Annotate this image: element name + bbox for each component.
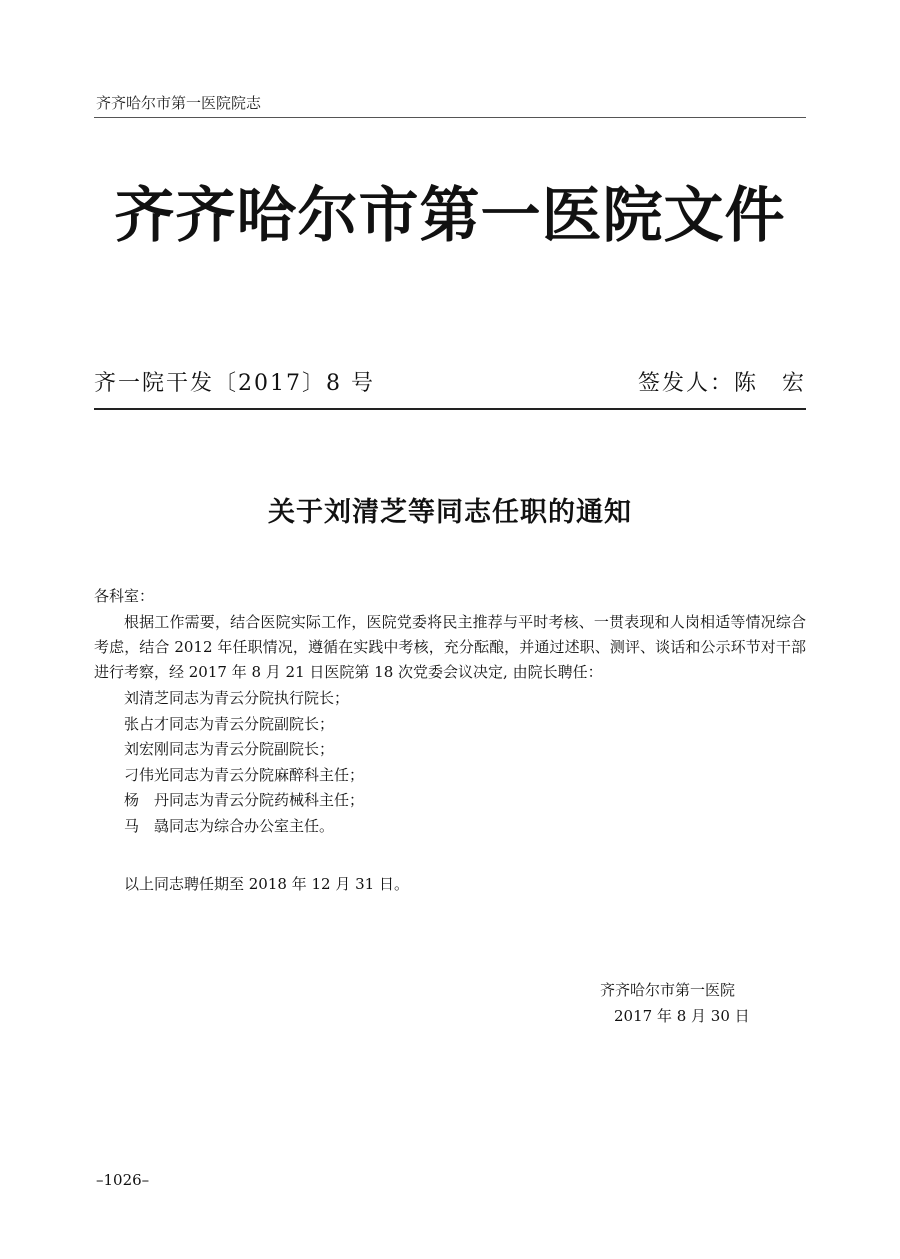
title-separator-rule bbox=[94, 408, 806, 410]
page-number: –1026– bbox=[96, 1171, 150, 1189]
running-header: 齐齐哈尔市第一医院院志 bbox=[96, 94, 262, 112]
document-number: 齐一院干发〔2017〕8 号 bbox=[94, 371, 375, 396]
appointment-item: 刘宏刚同志为青云分院副院长； bbox=[124, 740, 335, 758]
issue-date: 2017 年 8 月 30 日 bbox=[614, 1007, 750, 1025]
appointment-list bbox=[124, 686, 364, 839]
appointment-item: 张占才同志为青云分院副院长； bbox=[124, 714, 335, 733]
document-title: 齐齐哈尔市第一医院文件 bbox=[114, 181, 786, 251]
body-paragraph: 根据工作需要，结合医院实际工作，医院党委将民主推荐与平时考核、一贯表现和人岗相适等情况综合考虑，结合 2012 年任职情况，遵循在实践中考核，充分酝酿，并通过述职、测评、谈话和公示环节对干部进行考察，经 2017 年 8 月 21 日医院第 18 次党委会议决定, 由院长聘任： bbox=[94, 613, 806, 681]
issuer: 齐齐哈尔市第一医院 bbox=[600, 981, 736, 999]
salutation: 各科室： bbox=[94, 587, 155, 605]
signer: 签发人：陈 宏 bbox=[637, 371, 806, 396]
header-rule bbox=[94, 117, 806, 118]
appointment-item: 马 骉同志为综合办公室主任。 bbox=[124, 816, 335, 835]
term-statement: 以上同志聘任期至 2018 年 12 月 31 日。 bbox=[124, 875, 409, 893]
appointment-item: 刁伟光同志为青云分院麻醉科主任； bbox=[124, 765, 365, 784]
notice-title: 关于刘清芝等同志任职的通知 bbox=[268, 497, 632, 528]
appointment-item: 杨 丹同志为青云分院药械科主任； bbox=[124, 791, 365, 809]
appointment-item: 刘清芝同志为青云分院执行院长； bbox=[124, 689, 350, 707]
